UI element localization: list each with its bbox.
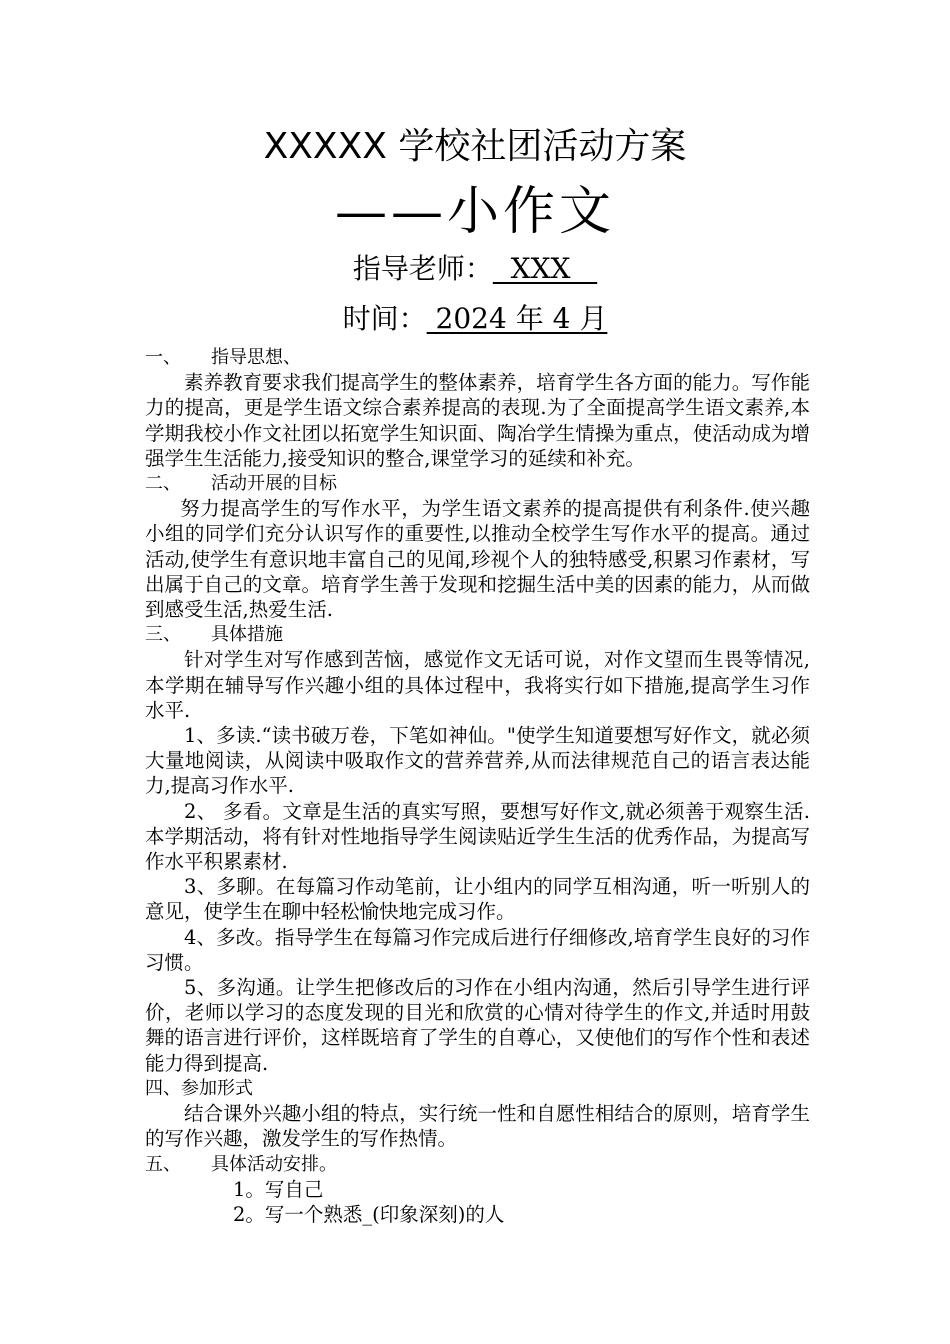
- section-number-2: 二、: [145, 473, 181, 495]
- section-number-5: 五、: [145, 1153, 181, 1175]
- page-subtitle: ——小作文: [334, 182, 615, 242]
- advisor-label: 指导老师：: [352, 252, 493, 285]
- section-heading-3: [145, 622, 810, 647]
- document-body: [145, 345, 810, 1227]
- advisor-value: XXX: [492, 252, 598, 285]
- section-heading-2: [145, 471, 810, 496]
- paragraph: 1、多读.“读书破万卷，下笔如神仙。"使学生知道要想写好作文，就必须大量地阅读，从阅读中吸取作文的营养营养,从而法律规范自己的语言表达能力,提高习作水平.: [145, 724, 810, 798]
- section-heading-5: [145, 1152, 810, 1177]
- section-number-3: 三、: [145, 624, 181, 646]
- advisor-line: [0, 250, 950, 288]
- paragraph: 5、多沟通。让学生把修改后的习作在小组内沟通，然后引导学生进行评价，老师以学习的态度发现的目光和欣赏的心情对待学生的作文,并适时用鼓舞的语言进行评价，这样既培育了学生的自尊心，又使他们的写作个性和表述能力得到提高.: [145, 976, 810, 1075]
- paragraph: 2、 多看。文章是生活的真实写照，要想写好作文,就必须善于观察生活.本学期活动，将有针对性地指导学生阅读贴近学生生活的优秀作品，为提高写作水平积累素材.: [145, 799, 810, 874]
- section-title-1: 指导思想、: [211, 347, 301, 368]
- page-title: XXXXX 学校社团活动方案: [263, 126, 687, 167]
- section-title-3: 具体措施: [211, 624, 283, 646]
- section-title-5: 具体活动安排。: [211, 1153, 337, 1175]
- paragraph: 努力提高学生的写作水平，为学生语文素养的提高提供有利条件.使兴趣小组的同学们充分认识写作的重要性,以推动全校学生写作水平的提高。通过活动,使学生有意识地丰富自己的见闻,珍视个人的独特感受,积累习作素材，写出属于自己的文章。培育学生善于发现和挖掘生活中美的因素的能力，从而做到感受生活,热爱生活.: [145, 497, 810, 622]
- paragraph: 针对学生对写作感到苦恼，感觉作文无话可说，对作文望而生畏等情况,本学期在辅导写作兴趣小组的具体过程中，我将实行如下措施,提高学生习作水平.: [145, 648, 810, 722]
- paragraph: 结合课外兴趣小组的特点，实行统一性和自愿性相结合的原则，培育学生的写作兴趣，激发学生的写作热情。: [145, 1102, 810, 1151]
- paragraph: 3、多聊。在每篇习作动笔前，让小组内的同学互相沟通，听一听别人的意见，使学生在聊中轻松愉快地完成习作。: [145, 875, 810, 924]
- date-line: [0, 300, 950, 338]
- paragraph: 素养教育要求我们提高学生的整体素养，培育学生各方面的能力。写作能力的提高，更是学生语文综合素养提高的表现.为了全面提高学生语文素养,本学期我校小作文社团以拓宽学生知识面、陶冶学生情操为重点，使活动成为增强学生生活能力,接受知识的整合,课堂学习的延续和补充。: [145, 371, 810, 470]
- section-number-1: 一、: [145, 347, 181, 368]
- list-item: 1。写自己: [233, 1177, 324, 1201]
- section-heading-4: 四、参加形式: [145, 1077, 253, 1099]
- section-title-2: 活动开展的目标: [211, 473, 337, 495]
- list-item: 2。写一个熟悉_(印象深刻)的人: [233, 1202, 505, 1226]
- date-label: 时间：: [342, 302, 427, 335]
- paragraph: 4、多改。指导学生在每篇习作完成后进行仔细修改,培育学生良好的习作习惯。: [145, 925, 810, 974]
- date-value: 2024 年 4 月: [426, 302, 608, 335]
- section-heading-1: [145, 345, 810, 370]
